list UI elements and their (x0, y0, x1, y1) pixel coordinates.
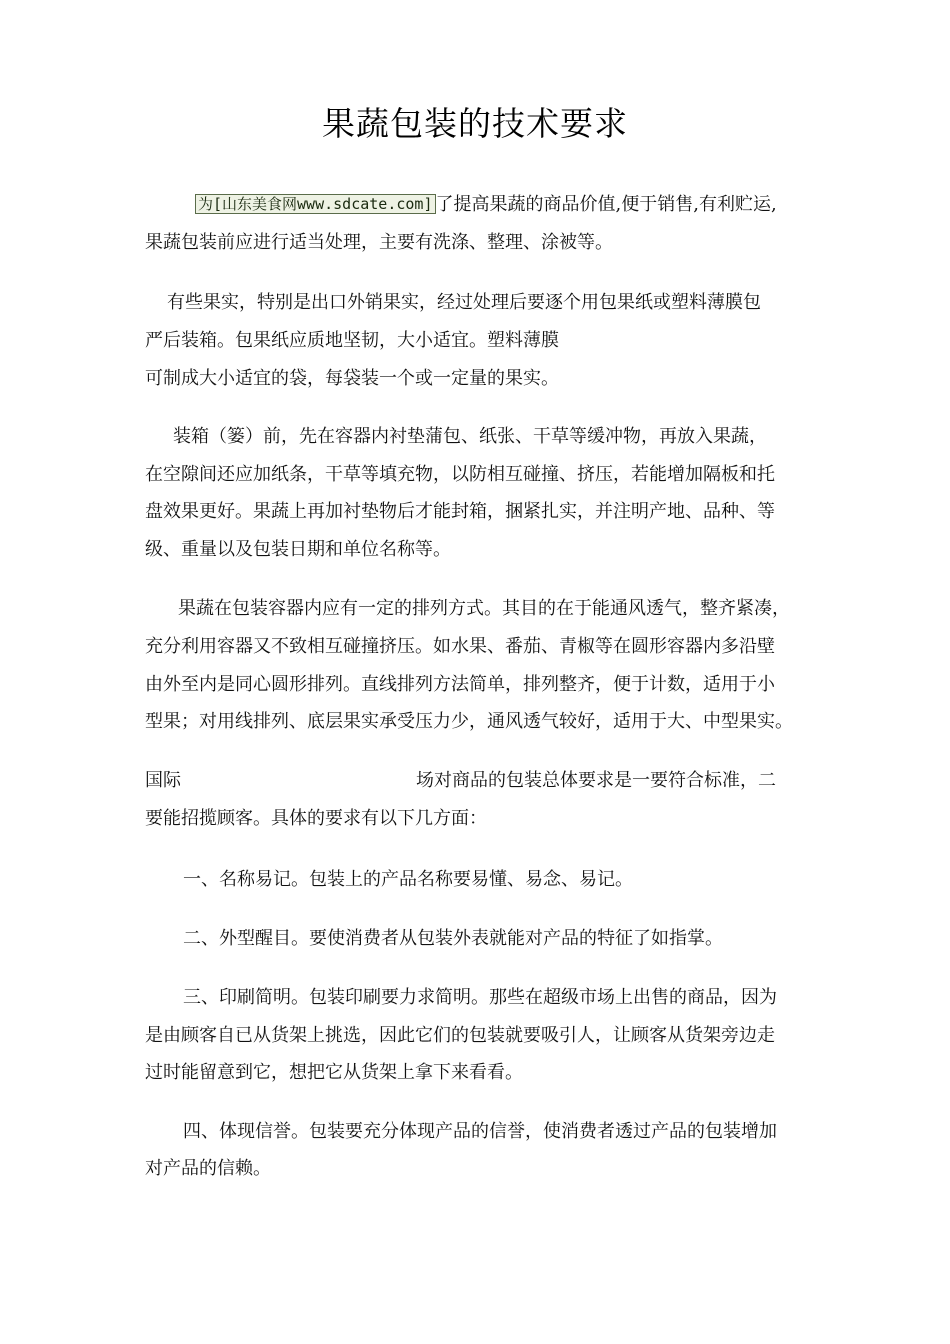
text-segment: 了提高果蔬的商品价值,便于销售,有利贮运, (435, 194, 777, 215)
ad-link[interactable]: 为[山东美食网www.sdcate.com] (195, 194, 436, 214)
text-line: 二、外型醒目。要使消费者从包装外表就能对产品的特征了如指掌。 (183, 928, 723, 949)
text-line: 型果；对用线排列、底层果实承受压力少，通风透气较好，适用于大、中型果实。 (145, 711, 793, 732)
text-line: 装箱（篓）前，先在容器内衬垫蒲包、纸张、干草等缓冲物，再放入果蔬， (173, 426, 767, 447)
page-title: 果蔬包装的技术要求 (322, 104, 628, 143)
text-line: 四、体现信誉。包装要充分体现产品的信誉，使消费者透过产品的包装增加 (183, 1121, 777, 1142)
text-line: 级、重量以及包装日期和单位名称等。 (145, 539, 451, 560)
text-line: 盘效果更好。果蔬上再加衬垫物后才能封箱，捆紧扎实，并注明产地、品种、等 (145, 501, 775, 522)
text-line: 国际 (145, 770, 181, 791)
text-line: 果蔬在包装容器内应有一定的排列方式。其目的在于能通风透气，整齐紧凑， (178, 598, 790, 619)
text-line: 严后装箱。包果纸应质地坚韧，大小适宜。塑料薄膜 (145, 330, 559, 351)
text-line: 一、名称易记。包装上的产品名称要易懂、易念、易记。 (183, 869, 633, 890)
text-line: 充分利用容器又不致相互碰撞挤压。如水果、番茄、青椒等在圆形容器内多沿壁 (145, 636, 775, 657)
text-line: 对产品的信赖。 (145, 1158, 271, 1179)
text-line: 要能招揽顾客。具体的要求有以下几方面： (145, 808, 487, 829)
text-line: 有些果实，特别是出口外销果实，经过处理后要逐个用包果纸或塑料薄膜包 (167, 292, 761, 313)
text-line: 由外至内是同心圆形排列。直线排列方法简单，排列整齐，便于计数，适用于小 (145, 674, 775, 695)
text-line (195, 194, 777, 216)
text-line: 可制成大小适宜的袋，每袋装一个或一定量的果实。 (145, 368, 559, 389)
text-line: 三、印刷简明。包装印刷要力求简明。那些在超级市场上出售的商品，因为 (183, 987, 777, 1008)
text-line: 是由顾客自已从货架上挑选，因此它们的包装就要吸引人，让顾客从货架旁边走 (145, 1025, 775, 1046)
text-line: 果蔬包装前应进行适当处理，主要有洗涤、整理、涂被等。 (145, 232, 613, 253)
text-line: 场对商品的包装总体要求是一要符合标准，二 (416, 770, 776, 791)
text-line: 过时能留意到它，想把它从货架上拿下来看看。 (145, 1062, 523, 1083)
text-line: 在空隙间还应加纸条，干草等填充物，以防相互碰撞、挤压，若能增加隔板和托 (145, 464, 775, 485)
